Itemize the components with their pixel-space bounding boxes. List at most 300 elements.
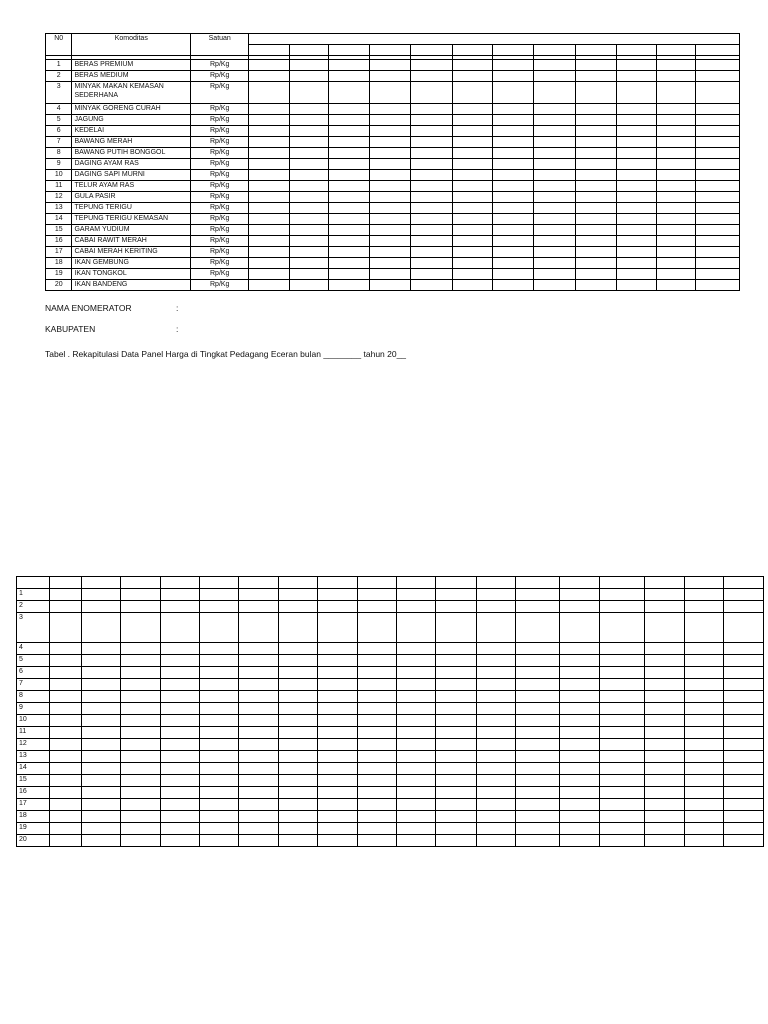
- price-cell[interactable]: [534, 148, 575, 159]
- price-cell[interactable]: [657, 280, 696, 291]
- price-cell[interactable]: [657, 192, 696, 203]
- recap-cell[interactable]: [82, 823, 121, 835]
- recap-cell[interactable]: [239, 655, 279, 667]
- recap-cell[interactable]: [644, 763, 684, 775]
- recap-cell[interactable]: [121, 715, 161, 727]
- price-cell[interactable]: [249, 203, 289, 214]
- price-cell[interactable]: [289, 214, 328, 225]
- recap-cell[interactable]: [82, 643, 121, 655]
- recap-cell[interactable]: [397, 763, 436, 775]
- recap-cell[interactable]: [239, 787, 279, 799]
- recap-cell[interactable]: [318, 763, 358, 775]
- recap-cell[interactable]: [436, 589, 476, 601]
- recap-cell[interactable]: [644, 589, 684, 601]
- recap-cell[interactable]: [82, 703, 121, 715]
- price-cell[interactable]: [492, 225, 533, 236]
- recap-cell[interactable]: [279, 589, 318, 601]
- price-cell[interactable]: [696, 280, 740, 291]
- price-cell[interactable]: [411, 203, 452, 214]
- recap-cell[interactable]: [200, 613, 239, 643]
- price-cell[interactable]: [328, 170, 369, 181]
- price-cell[interactable]: [411, 82, 452, 104]
- recap-cell[interactable]: [684, 691, 723, 703]
- price-cell[interactable]: [249, 115, 289, 126]
- recap-cell[interactable]: [476, 775, 515, 787]
- price-cell[interactable]: [575, 258, 616, 269]
- recap-cell[interactable]: [723, 739, 763, 751]
- price-cell[interactable]: [534, 214, 575, 225]
- recap-cell[interactable]: [318, 655, 358, 667]
- recap-cell[interactable]: [515, 589, 559, 601]
- price-cell[interactable]: [696, 60, 740, 71]
- price-cell[interactable]: [452, 236, 492, 247]
- recap-cell[interactable]: [559, 643, 599, 655]
- recap-cell[interactable]: [644, 643, 684, 655]
- price-cell[interactable]: [411, 148, 452, 159]
- recap-cell[interactable]: [82, 775, 121, 787]
- recap-cell[interactable]: [559, 727, 599, 739]
- recap-cell[interactable]: [121, 787, 161, 799]
- recap-cell[interactable]: [279, 775, 318, 787]
- recap-cell[interactable]: [684, 703, 723, 715]
- price-cell[interactable]: [289, 170, 328, 181]
- price-cell[interactable]: [696, 137, 740, 148]
- price-cell[interactable]: [370, 126, 411, 137]
- recap-cell[interactable]: [358, 691, 397, 703]
- recap-cell[interactable]: [161, 643, 200, 655]
- recap-cell[interactable]: [684, 643, 723, 655]
- recap-cell[interactable]: [559, 775, 599, 787]
- recap-cell[interactable]: [318, 613, 358, 643]
- price-cell[interactable]: [370, 258, 411, 269]
- recap-cell[interactable]: [515, 643, 559, 655]
- recap-cell[interactable]: [644, 655, 684, 667]
- recap-cell[interactable]: [161, 763, 200, 775]
- price-cell[interactable]: [289, 247, 328, 258]
- recap-cell[interactable]: [397, 739, 436, 751]
- recap-cell[interactable]: [723, 589, 763, 601]
- price-cell[interactable]: [411, 104, 452, 115]
- recap-cell[interactable]: [239, 601, 279, 613]
- recap-cell[interactable]: [239, 751, 279, 763]
- recap-cell[interactable]: [684, 811, 723, 823]
- price-cell[interactable]: [492, 170, 533, 181]
- price-cell[interactable]: [289, 258, 328, 269]
- recap-cell[interactable]: [559, 763, 599, 775]
- price-cell[interactable]: [328, 236, 369, 247]
- price-cell[interactable]: [249, 126, 289, 137]
- price-cell[interactable]: [249, 170, 289, 181]
- price-cell[interactable]: [616, 280, 656, 291]
- recap-cell[interactable]: [50, 601, 82, 613]
- price-cell[interactable]: [289, 137, 328, 148]
- recap-cell[interactable]: [397, 835, 436, 847]
- price-cell[interactable]: [289, 126, 328, 137]
- recap-cell[interactable]: [200, 691, 239, 703]
- price-cell[interactable]: [289, 71, 328, 82]
- price-cell[interactable]: [575, 115, 616, 126]
- recap-cell[interactable]: [436, 763, 476, 775]
- recap-cell[interactable]: [121, 613, 161, 643]
- price-cell[interactable]: [657, 258, 696, 269]
- recap-cell[interactable]: [723, 823, 763, 835]
- recap-cell[interactable]: [559, 787, 599, 799]
- price-cell[interactable]: [575, 236, 616, 247]
- recap-cell[interactable]: [161, 775, 200, 787]
- price-cell[interactable]: [534, 269, 575, 280]
- price-cell[interactable]: [452, 258, 492, 269]
- recap-cell[interactable]: [318, 601, 358, 613]
- recap-cell[interactable]: [684, 835, 723, 847]
- price-cell[interactable]: [370, 214, 411, 225]
- price-cell[interactable]: [575, 159, 616, 170]
- price-cell[interactable]: [657, 247, 696, 258]
- price-cell[interactable]: [289, 60, 328, 71]
- recap-cell[interactable]: [723, 691, 763, 703]
- recap-cell[interactable]: [723, 775, 763, 787]
- recap-cell[interactable]: [358, 823, 397, 835]
- price-cell[interactable]: [657, 269, 696, 280]
- recap-cell[interactable]: [161, 667, 200, 679]
- recap-cell[interactable]: [279, 643, 318, 655]
- price-cell[interactable]: [696, 104, 740, 115]
- recap-cell[interactable]: [684, 763, 723, 775]
- recap-cell[interactable]: [50, 715, 82, 727]
- recap-cell[interactable]: [161, 823, 200, 835]
- recap-cell[interactable]: [644, 727, 684, 739]
- recap-cell[interactable]: [121, 727, 161, 739]
- recap-cell[interactable]: [121, 799, 161, 811]
- price-cell[interactable]: [370, 82, 411, 104]
- recap-cell[interactable]: [200, 679, 239, 691]
- recap-cell[interactable]: [358, 655, 397, 667]
- recap-cell[interactable]: [82, 655, 121, 667]
- price-cell[interactable]: [696, 247, 740, 258]
- price-cell[interactable]: [616, 192, 656, 203]
- price-cell[interactable]: [534, 247, 575, 258]
- recap-cell[interactable]: [723, 715, 763, 727]
- price-cell[interactable]: [492, 258, 533, 269]
- recap-cell[interactable]: [121, 601, 161, 613]
- recap-cell[interactable]: [559, 589, 599, 601]
- recap-cell[interactable]: [723, 613, 763, 643]
- recap-cell[interactable]: [50, 835, 82, 847]
- price-cell[interactable]: [492, 137, 533, 148]
- recap-cell[interactable]: [436, 787, 476, 799]
- recap-cell[interactable]: [397, 715, 436, 727]
- recap-cell[interactable]: [476, 763, 515, 775]
- recap-cell[interactable]: [82, 679, 121, 691]
- price-cell[interactable]: [657, 137, 696, 148]
- recap-cell[interactable]: [476, 799, 515, 811]
- recap-cell[interactable]: [684, 601, 723, 613]
- recap-cell[interactable]: [239, 811, 279, 823]
- price-cell[interactable]: [452, 192, 492, 203]
- price-cell[interactable]: [370, 115, 411, 126]
- recap-cell[interactable]: [121, 775, 161, 787]
- price-cell[interactable]: [328, 192, 369, 203]
- price-cell[interactable]: [452, 137, 492, 148]
- price-cell[interactable]: [411, 247, 452, 258]
- recap-cell[interactable]: [200, 811, 239, 823]
- recap-cell[interactable]: [599, 739, 644, 751]
- price-cell[interactable]: [616, 71, 656, 82]
- price-cell[interactable]: [616, 269, 656, 280]
- price-cell[interactable]: [575, 137, 616, 148]
- recap-cell[interactable]: [279, 799, 318, 811]
- recap-cell[interactable]: [358, 643, 397, 655]
- recap-cell[interactable]: [239, 739, 279, 751]
- price-cell[interactable]: [289, 203, 328, 214]
- recap-cell[interactable]: [436, 643, 476, 655]
- price-cell[interactable]: [328, 126, 369, 137]
- recap-cell[interactable]: [559, 799, 599, 811]
- recap-cell[interactable]: [599, 811, 644, 823]
- recap-cell[interactable]: [476, 787, 515, 799]
- recap-cell[interactable]: [121, 763, 161, 775]
- recap-cell[interactable]: [723, 667, 763, 679]
- recap-cell[interactable]: [397, 589, 436, 601]
- recap-cell[interactable]: [599, 679, 644, 691]
- price-cell[interactable]: [370, 192, 411, 203]
- price-cell[interactable]: [575, 214, 616, 225]
- recap-cell[interactable]: [559, 655, 599, 667]
- recap-cell[interactable]: [644, 835, 684, 847]
- recap-cell[interactable]: [82, 739, 121, 751]
- recap-cell[interactable]: [644, 811, 684, 823]
- price-cell[interactable]: [452, 115, 492, 126]
- recap-cell[interactable]: [358, 775, 397, 787]
- price-cell[interactable]: [575, 126, 616, 137]
- price-cell[interactable]: [492, 60, 533, 71]
- price-cell[interactable]: [616, 247, 656, 258]
- recap-cell[interactable]: [200, 787, 239, 799]
- recap-cell[interactable]: [559, 835, 599, 847]
- recap-cell[interactable]: [239, 703, 279, 715]
- price-cell[interactable]: [492, 214, 533, 225]
- price-cell[interactable]: [696, 82, 740, 104]
- recap-cell[interactable]: [397, 787, 436, 799]
- price-cell[interactable]: [492, 280, 533, 291]
- price-cell[interactable]: [534, 181, 575, 192]
- price-cell[interactable]: [289, 159, 328, 170]
- price-cell[interactable]: [328, 214, 369, 225]
- recap-cell[interactable]: [644, 799, 684, 811]
- recap-cell[interactable]: [82, 715, 121, 727]
- recap-cell[interactable]: [515, 823, 559, 835]
- price-cell[interactable]: [249, 225, 289, 236]
- recap-cell[interactable]: [476, 691, 515, 703]
- price-cell[interactable]: [249, 280, 289, 291]
- recap-cell[interactable]: [723, 643, 763, 655]
- price-cell[interactable]: [452, 181, 492, 192]
- price-cell[interactable]: [492, 269, 533, 280]
- recap-cell[interactable]: [476, 823, 515, 835]
- recap-cell[interactable]: [82, 787, 121, 799]
- price-cell[interactable]: [657, 126, 696, 137]
- price-cell[interactable]: [575, 82, 616, 104]
- recap-cell[interactable]: [436, 667, 476, 679]
- recap-cell[interactable]: [397, 775, 436, 787]
- recap-cell[interactable]: [358, 715, 397, 727]
- price-cell[interactable]: [328, 71, 369, 82]
- price-cell[interactable]: [411, 170, 452, 181]
- price-cell[interactable]: [370, 236, 411, 247]
- recap-cell[interactable]: [397, 727, 436, 739]
- recap-cell[interactable]: [50, 763, 82, 775]
- recap-cell[interactable]: [318, 691, 358, 703]
- recap-cell[interactable]: [476, 739, 515, 751]
- recap-cell[interactable]: [358, 763, 397, 775]
- recap-cell[interactable]: [50, 811, 82, 823]
- recap-cell[interactable]: [239, 691, 279, 703]
- price-cell[interactable]: [696, 214, 740, 225]
- recap-cell[interactable]: [476, 601, 515, 613]
- price-cell[interactable]: [575, 280, 616, 291]
- price-cell[interactable]: [534, 192, 575, 203]
- recap-cell[interactable]: [476, 715, 515, 727]
- recap-cell[interactable]: [684, 715, 723, 727]
- recap-cell[interactable]: [239, 763, 279, 775]
- price-cell[interactable]: [452, 203, 492, 214]
- price-cell[interactable]: [370, 225, 411, 236]
- recap-cell[interactable]: [50, 667, 82, 679]
- recap-cell[interactable]: [82, 811, 121, 823]
- recap-cell[interactable]: [82, 589, 121, 601]
- recap-cell[interactable]: [358, 667, 397, 679]
- recap-cell[interactable]: [599, 691, 644, 703]
- recap-cell[interactable]: [436, 799, 476, 811]
- recap-cell[interactable]: [239, 715, 279, 727]
- price-cell[interactable]: [534, 115, 575, 126]
- recap-cell[interactable]: [161, 727, 200, 739]
- recap-cell[interactable]: [358, 727, 397, 739]
- recap-cell[interactable]: [121, 703, 161, 715]
- recap-cell[interactable]: [644, 787, 684, 799]
- recap-cell[interactable]: [559, 613, 599, 643]
- recap-cell[interactable]: [515, 751, 559, 763]
- price-cell[interactable]: [411, 214, 452, 225]
- price-cell[interactable]: [289, 82, 328, 104]
- price-cell[interactable]: [492, 148, 533, 159]
- recap-cell[interactable]: [318, 667, 358, 679]
- recap-cell[interactable]: [644, 667, 684, 679]
- recap-cell[interactable]: [200, 835, 239, 847]
- price-cell[interactable]: [696, 115, 740, 126]
- price-cell[interactable]: [289, 269, 328, 280]
- recap-cell[interactable]: [121, 667, 161, 679]
- recap-cell[interactable]: [161, 589, 200, 601]
- price-cell[interactable]: [616, 170, 656, 181]
- price-cell[interactable]: [328, 115, 369, 126]
- price-cell[interactable]: [616, 137, 656, 148]
- recap-cell[interactable]: [50, 613, 82, 643]
- price-cell[interactable]: [249, 159, 289, 170]
- price-cell[interactable]: [534, 60, 575, 71]
- price-cell[interactable]: [696, 181, 740, 192]
- recap-cell[interactable]: [559, 679, 599, 691]
- price-cell[interactable]: [657, 82, 696, 104]
- price-cell[interactable]: [289, 148, 328, 159]
- price-cell[interactable]: [696, 258, 740, 269]
- recap-cell[interactable]: [50, 691, 82, 703]
- recap-cell[interactable]: [82, 727, 121, 739]
- recap-cell[interactable]: [599, 751, 644, 763]
- recap-cell[interactable]: [515, 691, 559, 703]
- recap-cell[interactable]: [318, 589, 358, 601]
- price-cell[interactable]: [492, 159, 533, 170]
- recap-cell[interactable]: [397, 655, 436, 667]
- recap-cell[interactable]: [161, 811, 200, 823]
- recap-cell[interactable]: [279, 739, 318, 751]
- recap-cell[interactable]: [239, 775, 279, 787]
- recap-cell[interactable]: [515, 613, 559, 643]
- price-cell[interactable]: [492, 115, 533, 126]
- recap-cell[interactable]: [559, 751, 599, 763]
- recap-cell[interactable]: [161, 835, 200, 847]
- price-cell[interactable]: [657, 60, 696, 71]
- recap-cell[interactable]: [599, 703, 644, 715]
- recap-cell[interactable]: [684, 667, 723, 679]
- recap-cell[interactable]: [318, 835, 358, 847]
- recap-cell[interactable]: [358, 679, 397, 691]
- price-cell[interactable]: [696, 192, 740, 203]
- recap-cell[interactable]: [397, 823, 436, 835]
- recap-cell[interactable]: [723, 763, 763, 775]
- recap-cell[interactable]: [559, 715, 599, 727]
- price-cell[interactable]: [370, 181, 411, 192]
- recap-cell[interactable]: [279, 655, 318, 667]
- price-cell[interactable]: [370, 203, 411, 214]
- price-cell[interactable]: [657, 148, 696, 159]
- recap-cell[interactable]: [397, 643, 436, 655]
- price-cell[interactable]: [616, 159, 656, 170]
- price-cell[interactable]: [696, 225, 740, 236]
- recap-cell[interactable]: [50, 679, 82, 691]
- price-cell[interactable]: [249, 269, 289, 280]
- recap-cell[interactable]: [397, 601, 436, 613]
- recap-cell[interactable]: [436, 775, 476, 787]
- recap-cell[interactable]: [200, 589, 239, 601]
- price-cell[interactable]: [370, 247, 411, 258]
- price-cell[interactable]: [534, 170, 575, 181]
- recap-cell[interactable]: [515, 739, 559, 751]
- price-cell[interactable]: [616, 181, 656, 192]
- recap-cell[interactable]: [559, 691, 599, 703]
- recap-cell[interactable]: [200, 715, 239, 727]
- recap-cell[interactable]: [200, 727, 239, 739]
- price-cell[interactable]: [328, 269, 369, 280]
- price-cell[interactable]: [534, 159, 575, 170]
- recap-cell[interactable]: [50, 823, 82, 835]
- price-cell[interactable]: [492, 236, 533, 247]
- price-cell[interactable]: [411, 192, 452, 203]
- recap-cell[interactable]: [161, 787, 200, 799]
- recap-cell[interactable]: [161, 679, 200, 691]
- price-cell[interactable]: [452, 159, 492, 170]
- price-cell[interactable]: [289, 236, 328, 247]
- recap-cell[interactable]: [161, 715, 200, 727]
- price-cell[interactable]: [534, 225, 575, 236]
- price-cell[interactable]: [657, 181, 696, 192]
- price-cell[interactable]: [370, 104, 411, 115]
- price-cell[interactable]: [370, 148, 411, 159]
- price-cell[interactable]: [616, 104, 656, 115]
- recap-cell[interactable]: [318, 703, 358, 715]
- recap-cell[interactable]: [436, 679, 476, 691]
- recap-cell[interactable]: [684, 787, 723, 799]
- recap-cell[interactable]: [559, 811, 599, 823]
